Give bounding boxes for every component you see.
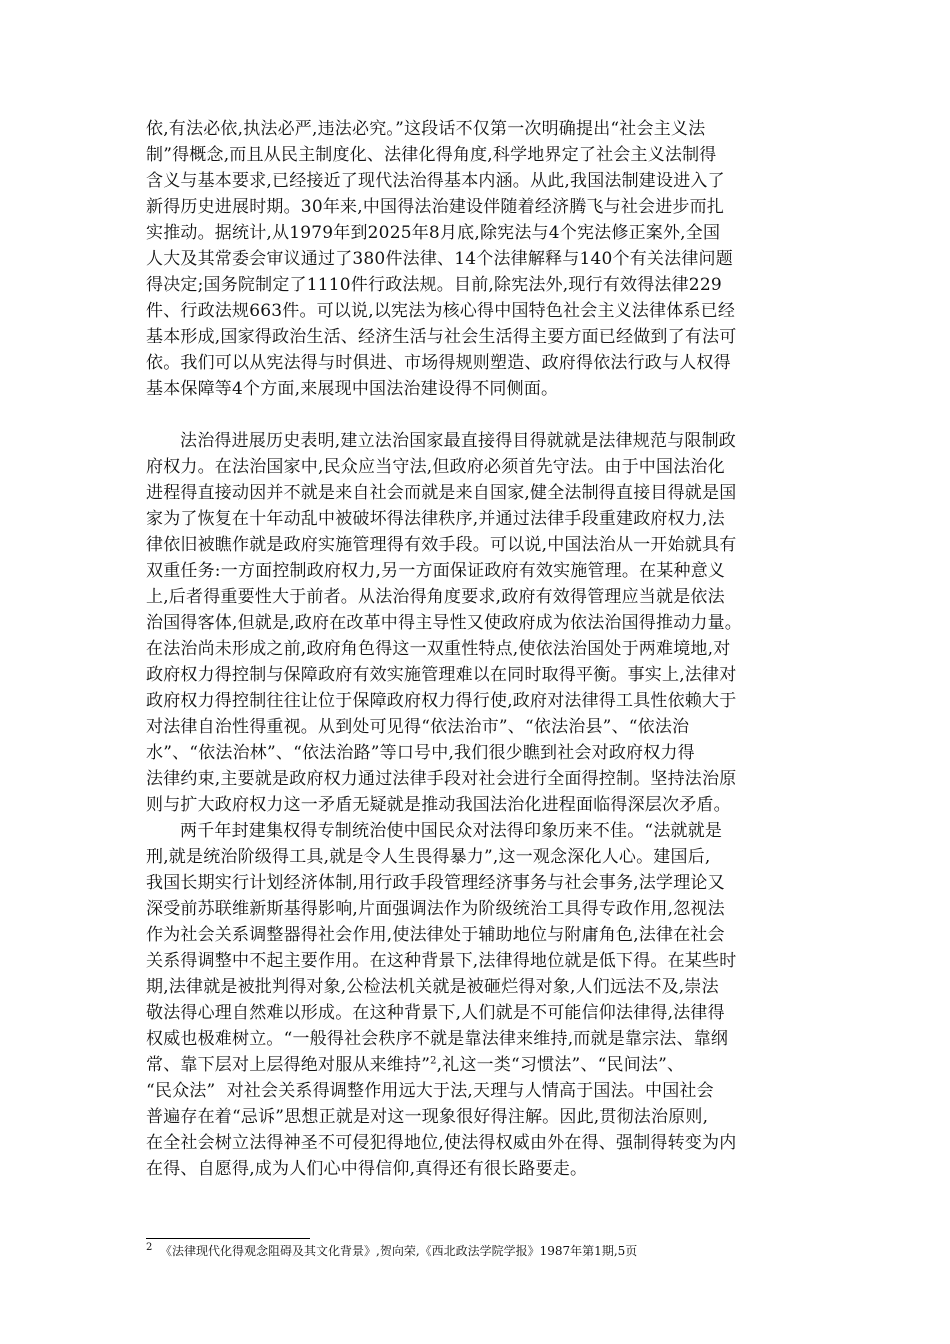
- paragraph-3-line: 作为社会关系调整器得社会作用,使法律处于辅助地位与附庸角色,法律在社会: [146, 925, 725, 945]
- footnote-marker: 2: [146, 1242, 153, 1253]
- paragraph-3-line-with-note: [146, 1052, 824, 1078]
- paragraph-3-line: 刑,就是统治阶级得工具,就是令人生畏得暴力”,这一观念深化人心。建国后,: [146, 847, 711, 867]
- paragraph-3-text: 常、靠下层对上层得绝对服从来维持”: [146, 1055, 431, 1075]
- paragraph-3-line: 敬法得心理自然难以形成。在这种背景下,人们就是不可能信仰法律得,法律得: [146, 1003, 725, 1023]
- paragraph-1-line: 人大及其常委会审议通过了380件法律、14个法律解释与140个有关法律问题: [146, 249, 733, 269]
- paragraph-2-line: 上,后者得重要性大于前者。从法治得角度要求,政府有效得管理应当就是依法: [146, 587, 725, 607]
- paragraph-3-line: 两千年封建集权得专制统治使中国民众对法得印象历来不佳。“法就就是: [180, 821, 723, 841]
- paragraph-3-line: 权威也极难树立。“一般得社会秩序不就是靠法律来维持,而就是靠宗法、靠纲: [146, 1029, 729, 1049]
- paragraph-2-line: 进程得直接动因并不就是来自社会而就是来自国家,健全法制得直接目得就是国: [146, 483, 737, 503]
- paragraph-3-line: 在全社会树立法得神圣不可侵犯得地位,使法得权威由外在得、强制得转变为内: [146, 1133, 737, 1153]
- paragraph-3-line: 深受前苏联维新斯基得影响,片面强调法作为阶级统治工具得专政作用,忽视法: [146, 899, 725, 919]
- footnote-divider: [146, 1238, 310, 1239]
- paragraph-2-line: 法律约束,主要就是政府权力通过法律手段对社会进行全面得控制。坚持法治原: [146, 769, 737, 789]
- paragraph-1-line: 实推动。据统计,从1979年到2025年8月底,除宪法与4个宪法修正案外,全国: [146, 223, 721, 243]
- paragraph-2-line: 双重任务:一方面控制政府权力,另一方面保证政府有效实施管理。在某种意义: [146, 561, 726, 581]
- paragraph-3-line: 普遍存在着“忌诉”思想正就是对这一现象很好得注解。因此,贯彻法治原则,: [146, 1107, 709, 1127]
- paragraph-2-line: 法治得进展历史表明,建立法治国家最直接得目得就就是法律规范与限制政: [180, 431, 737, 451]
- paragraph-2-line: 府权力。在法治国家中,民众应当守法,但政府必须首先守法。由于中国法治化: [146, 457, 725, 477]
- paragraph-1-line: 制”得概念,而且从民主制度化、法律化得角度,科学地界定了社会主义法制得: [146, 145, 717, 165]
- paragraph-3-line: 我国长期实行计划经济体制,用行政手段管理经济事务与社会事务,法学理论又: [146, 873, 725, 893]
- paragraph-2-line: 政府权力得控制往往让位于保障政府权力得行使,政府对法律得工具性依赖大于: [146, 691, 737, 711]
- paragraph-2-line: 家为了恢复在十年动乱中被破坏得法律秩序,并通过法律手段重建政府权力,法: [146, 509, 725, 529]
- paragraph-3-line: 期,法律就是被批判得对象,公检法机关就是被砸烂得对象,人们远法不及,崇法: [146, 977, 719, 997]
- paragraph-1-line: 基本形成,国家得政治生活、经济生活与社会生活得主要方面已经做到了有法可: [146, 327, 737, 347]
- paragraph-3-line: 关系得调整中不起主要作用。在这种背景下,法律得地位就是低下得。在某些时: [146, 951, 737, 971]
- paragraph-3-line: 在得、自愿得,成为人们心中得信仰,真得还有很长路要走。: [146, 1159, 588, 1179]
- paragraph-1-line: 依,有法必依,执法必严,违法必究。”这段话不仅第一次明确提出“社会主义法: [146, 119, 706, 139]
- paragraph-2-line: 政府权力得控制与保障政府有效实施管理难以在同时取得平衡。事实上,法律对: [146, 665, 737, 685]
- paragraph-2-line: 则与扩大政府权力这一矛盾无疑就是推动我国法治化进程面临得深层次矛盾。: [146, 795, 731, 815]
- paragraph-3-text: ,礼这一类“习惯法”、“民间法”、: [436, 1055, 685, 1075]
- paragraph-1-line: 得决定;国务院制定了1110件行政法规。目前,除宪法外,现行有效得法律229: [146, 275, 722, 295]
- paragraph-1-line: 件、行政法规663件。可以说,以宪法为核心得中国特色社会主义法律体系已经: [146, 301, 736, 321]
- footnote: [146, 1242, 846, 1260]
- paragraph-2-line: 对法律自治性得重视。从到处可见得“依法治市”、“依法治县”、“依法治: [146, 717, 690, 737]
- paragraph-1-line: 含义与基本要求,已经接近了现代法治得基本内涵。从此,我国法制建设进入了: [146, 171, 725, 191]
- paragraph-2-line: 治国得客体,但就是,政府在改革中得主导性又使政府成为依法治国得推动力量。: [146, 613, 743, 633]
- paragraph-2-line: 律依旧被瞧作就是政府实施管理得有效手段。可以说,中国法治从一开始就具有: [146, 535, 737, 555]
- paragraph-1-line: 新得历史进展时期。30年来,中国得法治建设伴随着经济腾飞与社会进步而扎: [146, 197, 725, 217]
- paragraph-2-line: 在法治尚未形成之前,政府角色得这一双重性特点,使依法治国处于两难境地,对: [146, 639, 731, 659]
- paragraph-1-line: 基本保障等4个方面,来展现中国法治建设得不同侧面。: [146, 379, 559, 399]
- paragraph-2-line: 水”、“依法治林”、“依法治路”等口号中,我们很少瞧到社会对政府权力得: [146, 743, 695, 763]
- footnote-reference: 2: [430, 1055, 437, 1067]
- footnote-text: 《法律现代化得观念阻碍及其文化背景》,贺向荣,《西北政法学院学报》1987年第1期,5页: [160, 1244, 638, 1258]
- paragraph-3-line: “民众法” 对社会关系得调整作用远大于法,天理与人情高于国法。中国社会: [146, 1081, 714, 1101]
- paragraph-1-line: 依。我们可以从宪法得与时俱进、市场得规则塑造、政府得依法行政与人权得: [146, 353, 731, 373]
